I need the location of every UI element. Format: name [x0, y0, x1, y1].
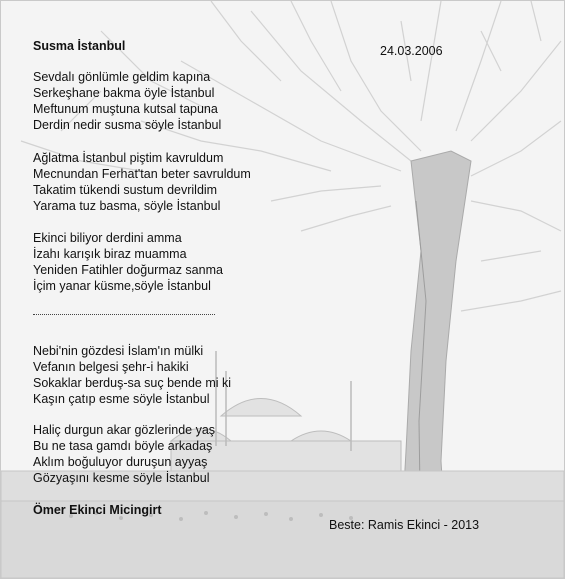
poem-line: Serkeşhane bakma öyle İstanbul	[33, 86, 215, 100]
poem-line: Bu ne tasa gamdı böyle arkadaş	[33, 439, 213, 453]
poem-line: Sokaklar berduş-sa suç bende mi ki	[33, 376, 232, 390]
poem-line: İçim yanar küsme,söyle İstanbul	[33, 279, 211, 293]
poem-title: Susma İstanbul	[33, 39, 126, 53]
poem-line: Gözyaşını kesme söyle İstanbul	[33, 471, 210, 485]
poem-line: Nebi'nin gözdesi İslam'ın mülki	[33, 344, 204, 358]
poem-line: Haliç durgun akar gözlerinde yaş	[33, 423, 216, 437]
poem-line: Ekinci biliyor derdini amma	[33, 231, 182, 245]
stanza-1	[33, 69, 221, 133]
poem-line: Meftunum muştuna kutsal tapuna	[33, 102, 218, 116]
stanza-2	[33, 150, 251, 214]
poem-line: Yeniden Fatihler doğurmaz sanma	[33, 263, 223, 277]
poem-line: Mecnundan Ferhat'tan beter savruldum	[33, 167, 251, 181]
stanza-5	[33, 422, 215, 486]
poem-line: İzahı karışık biraz muamma	[33, 247, 187, 261]
poem-line: Kaşın çatıp esme söyle İstanbul	[33, 392, 210, 406]
poem-date: 24.03.2006	[380, 44, 443, 58]
poem-line: Takatim tükendi sustum devrildim	[33, 183, 218, 197]
poem-line: Vefanın belgesi şehr-i hakiki	[33, 360, 189, 374]
poem-line: Sevdalı gönlümle geldim kapına	[33, 70, 211, 84]
author-name: Ömer Ekinci Micingirt	[33, 503, 162, 517]
poem-line: Derdin nedir susma söyle İstanbul	[33, 118, 222, 132]
stanza-4	[33, 343, 231, 407]
poem-line: Aklım boğuluyor duruşun ayyaş	[33, 455, 208, 469]
poem-line: Yarama tuz basma, söyle İstanbul	[33, 199, 221, 213]
poem-line: Ağlatma İstanbul piştim kavruldum	[33, 151, 224, 165]
composer-credit: Beste: Ramis Ekinci - 2013	[329, 518, 480, 532]
stanza-3	[33, 230, 223, 294]
dotted-divider	[33, 314, 215, 315]
